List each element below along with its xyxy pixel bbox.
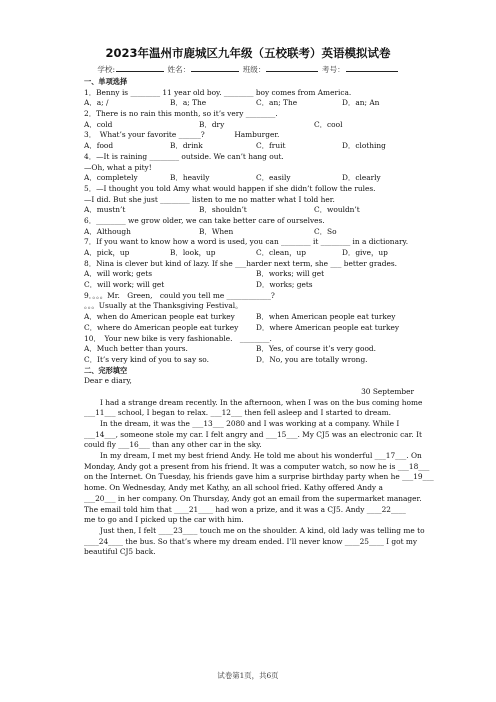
question-9-options [84,323,414,334]
option[interactable]: D．clearly [342,173,381,183]
question-6-options [84,227,414,238]
question-1-options [84,98,414,109]
question-8: 8．Nina is clever but kind of lazy. If she ___harder next term, she ___ better grades. [84,258,398,268]
passage-paragraph [84,397,423,419]
option[interactable]: C．will work; will get [84,280,165,290]
option[interactable]: D．No, you are totally wrong. [256,354,368,364]
question-2-options [84,120,414,131]
passage-line: The email told him that ____21____ had won a prize, and it was a CJ5. Andy ____22____ [84,504,406,514]
name-label: 姓名： [167,65,191,74]
passage-line: beautiful CJ5 back. [84,547,156,557]
school-label: 学校: [97,65,116,74]
option[interactable]: B．shouldn’t [199,205,247,215]
question-4-response: —Oh, what a pity! [84,162,152,172]
option[interactable]: B．heavily [170,173,210,183]
exam-number-label: 考号： [321,65,345,74]
exam-number-field[interactable] [346,63,398,72]
option[interactable]: D．works; gets [256,280,313,290]
passage-line: could fly ___16___ than any other car in the sky. [84,440,262,450]
question-10: 10． Your new bike is very fashionable. ________. [84,333,272,343]
option[interactable]: B．a; The [170,98,207,108]
question-9-response: 。。。Usually at the Thanksgiving Festival。 [84,301,243,311]
question-10-options [84,344,414,355]
passage-line: In the dream, it was the ___13___ 2080 and I was working at a company. While I [100,419,400,428]
option[interactable]: C．easily [256,173,291,183]
name-field[interactable] [191,63,239,72]
option[interactable]: A．completely [84,173,138,183]
diary-greeting: Dear e diary, [84,376,132,386]
page-footer: 试卷第1页，共6页 [217,671,279,680]
passage-line: ___11___ school, I began to relax. ___12___ then fell asleep and I started to dream. [84,408,392,418]
option[interactable]: C．So [314,226,337,236]
option[interactable]: A．will work; gets [84,269,152,279]
question-7-options [84,248,414,259]
question-10-options [84,355,414,366]
question-3: 3． What’s your favorite ______? Hamburger. [84,130,280,140]
question-8-options [84,269,414,280]
class-field[interactable] [266,63,318,72]
passage-line: ___20___ in her company. On Thursday, Andy got an email from the supermarket manager. [84,493,422,503]
option[interactable]: A．a; / [84,98,109,108]
passage-paragraph [84,525,425,558]
option[interactable]: B．When [199,226,234,236]
question-2: 2．There is no rain this month, so it’s very ________. [84,109,278,119]
option[interactable]: C．fruit [256,141,286,151]
option[interactable]: C．wouldn’t [314,205,360,215]
option[interactable]: A．cold [84,119,113,129]
option[interactable]: B．Yes, of course it’s very good. [256,344,376,354]
option[interactable]: C．an; The [256,98,298,108]
passage-line: on the Internet. On Tuesday, his friends gave him a surprise birthday party when he ___19___ [84,472,434,482]
question-4: 4．—It is raining ________ outside. We can’t hang out. [84,151,284,161]
question-1: 1．Benny is ________ 11 year old boy. ________ boy comes from America. [84,87,352,97]
exam-content [84,77,434,558]
student-info-row [0,63,496,75]
question-5-response: —I did. But she just ________ listen to me no matter what I told her. [84,194,335,204]
option[interactable]: A．food [84,141,114,151]
option[interactable]: D．give，up [342,248,388,257]
option[interactable]: B．dry [199,119,225,129]
question-8-options [84,280,414,291]
diary-date: 30 September [361,386,414,396]
question-5-options [84,205,414,216]
option[interactable]: C．cool [314,119,343,129]
passage-paragraph [84,451,434,526]
school-field[interactable] [116,63,164,72]
question-6: 6．________ we grow older, we can take better care of ourselves. [84,215,325,225]
option[interactable]: B．works; will get [256,269,325,279]
section-heading: 二、完形填空 [84,365,128,375]
passage-line: me to go and I picked up the car with him. [84,515,244,525]
option[interactable]: D．where American people eat turkey [256,322,400,332]
passage-line: ___14___, someone stole my car. I felt angry and ___15___. My CJ5 was an electronic car. It [84,429,422,439]
page-title: 2023年温州市鹿城区九年级（五校联考）英语模拟试卷 [105,46,391,60]
option[interactable]: A．Although [84,226,131,236]
question-5: 5．—I thought you told Amy what would happen if she didn’t follow the rules. [84,183,376,193]
passage-line: home. On Wednesday, Andy met Kathy, an all school fried. Kathy offered Andy a [84,483,383,493]
question-9-options [84,312,414,323]
question-4-options [84,173,414,184]
question-7: 7．If you want to know how a word is used, you can ________ it ________ in a dictionary. [84,237,409,247]
question-9: 9．。。。Mr. Green, could you tell me ____________? [84,290,275,300]
option[interactable]: B．when American people eat turkey [256,312,396,322]
passage-line: In my dream, I met my best friend Andy. He told me about his wonderful ___17___. On [100,451,422,461]
passage-paragraph [84,419,422,451]
class-label: 班级： [242,65,266,74]
option[interactable]: A．mustn’t [84,205,126,215]
passage-line: Monday, Andy got a present from his friend. It was a computer watch, so now he is ___18___ [84,461,430,471]
option[interactable]: D．an; An [342,98,380,108]
question-3-options [84,141,414,152]
option[interactable]: C．It’s very kind of you to say so. [84,354,209,364]
option[interactable]: A．when do American people eat turkey [84,312,235,322]
option[interactable]: D．clothing [342,141,386,151]
option[interactable]: C．where do American people eat turkey [84,322,239,332]
option[interactable]: B．look，up [170,248,216,257]
section-heading: 一、单项选择 [84,77,128,86]
option[interactable]: C．clean，up [256,248,306,257]
passage-line: ____24____ the bus. So that’s where my dream ended. I’ll never know ____25____ I got my [84,536,418,546]
passage-line: I had a strange dream recently. In the afternoon, when I was on the bus coming home [100,397,423,407]
passage-line: Just then, I felt ____23____ touch me on the shoulder. A kind, old lady was telling me to [100,525,425,535]
option[interactable]: B．drink [170,141,203,151]
option[interactable]: A．Much better than yours. [84,344,188,354]
option[interactable]: A．pick，up [84,248,130,257]
